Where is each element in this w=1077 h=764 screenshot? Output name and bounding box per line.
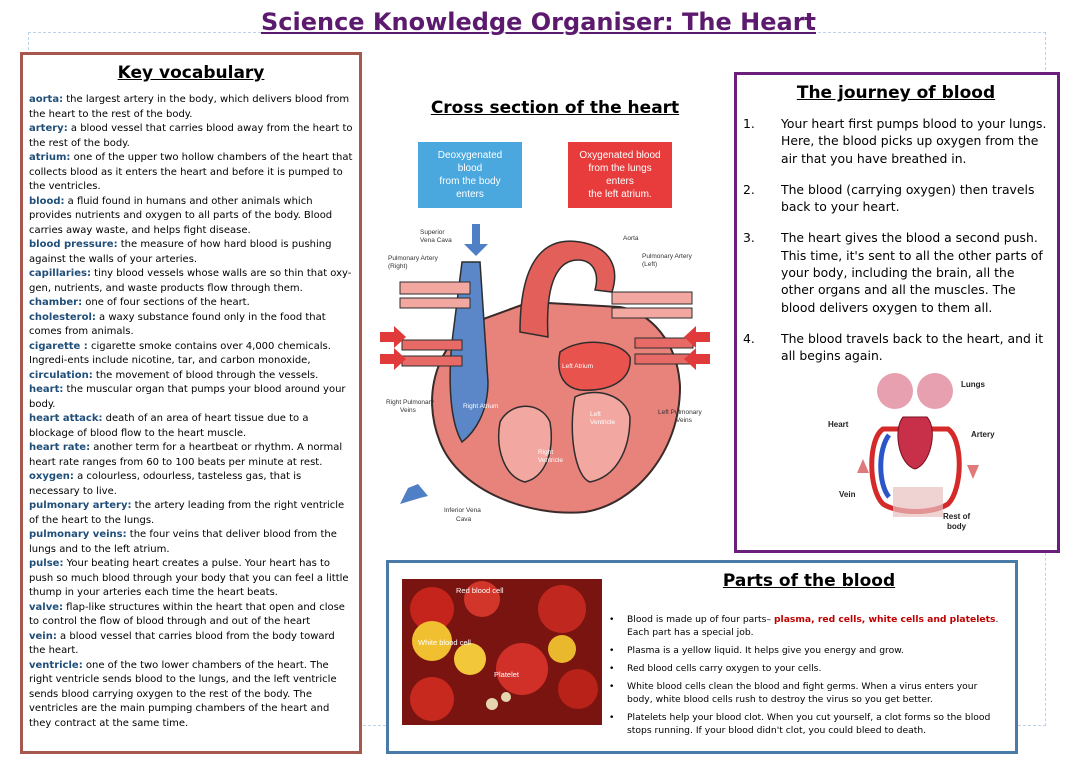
deoxygenated-label-4: enters <box>456 189 484 200</box>
vocab-term: ventricle: <box>29 659 83 671</box>
inflow-arrow-icon <box>464 224 488 256</box>
vocab-definition: another term for a heartbeat or rhythm. A normal heart rate ranges from 60 to 100 beats per minute at rest. <box>29 442 343 468</box>
page-title: Science Knowledge Organiser: The Heart <box>260 8 817 36</box>
journey-step <box>743 115 1049 167</box>
bullet-icon: • <box>609 712 615 723</box>
vocab-term: vein: <box>29 630 57 642</box>
step-text: Your heart first pumps blood to your lungs. Here, the blood picks up oxygen from the air that you have breathed in. <box>781 116 1047 166</box>
intro-text: Blood is made up of four parts– <box>627 614 774 625</box>
vocab-term: aorta: <box>29 94 64 105</box>
vocab-item <box>29 412 353 441</box>
vocab-item <box>29 267 353 296</box>
vocab-definition: a colourless, odourless, tasteless gas, that is necessary to live. <box>29 471 302 497</box>
vocab-definition: death of an area of heart tissue due to a blockage of blood flow to the heart muscle. <box>29 413 309 439</box>
vocab-definition: a blood vessel that carries blood from the body toward the heart. <box>29 630 335 656</box>
vocab-definition: a blood vessel that carries blood away from the heart to the rest of the body. <box>29 123 353 149</box>
list-item <box>605 680 1005 706</box>
left-atrium-label: Left Atrium <box>562 363 594 370</box>
ivc-label-1: Inferior Vena <box>444 507 481 514</box>
bullet-icon: • <box>609 645 615 656</box>
journey-step <box>743 181 1049 216</box>
vocab-item <box>29 151 353 195</box>
list-item <box>605 613 1005 639</box>
pulmonary-vein-right-1 <box>402 340 462 350</box>
oxygenated-label-3: enters <box>606 176 634 187</box>
vocab-definition: Your beating heart creates a pulse. Your heart has to push so much blood through your body that you can feel a little thump in your arteries each time the heart beats. <box>29 558 349 598</box>
vocab-term: cholesterol: <box>29 311 96 323</box>
bullet-icon: • <box>609 663 615 674</box>
rpv-label-1: Right Pulmonary <box>386 399 435 406</box>
rpv-label-2: Veins <box>400 407 416 414</box>
pa-left-label-1: Pulmonary Artery <box>642 253 692 260</box>
intro-highlight: plasma, red cells, white cells and platelets <box>773 614 996 625</box>
vocab-item <box>29 630 353 659</box>
pa-left-label-2: (Left) <box>642 261 658 268</box>
bullet-icon: • <box>609 614 615 625</box>
vocab-term: artery: <box>29 123 68 134</box>
vocab-item <box>29 470 353 499</box>
lung-right-shape <box>917 373 953 409</box>
svc-label-2: Vena Cava <box>420 237 452 244</box>
svc-label-1: Superior <box>420 229 445 236</box>
blood-point: White blood cells clean the blood and fight germs. When a virus enters your body, white blood cells rush to destroy the virus so you get better. <box>627 681 978 705</box>
vocab-item <box>29 296 353 311</box>
step-text: The blood (carrying oxygen) then travels back to your heart. <box>781 181 1035 215</box>
intro-end: . <box>995 614 999 625</box>
vocab-definition: one of the upper two hollow chambers of the heart that collects blood as it enters the heart and before it is pumped to the ventricles. <box>29 152 353 192</box>
aorta-label: Aorta <box>623 235 639 242</box>
key-vocabulary-panel <box>20 52 362 754</box>
vocab-term: pulmonary artery: <box>29 500 132 511</box>
step-number: 4. <box>743 330 755 346</box>
vocab-term: atrium: <box>29 152 71 163</box>
ivc-label-2: Cava <box>456 516 472 523</box>
vocab-item <box>29 441 353 470</box>
vocab-definition: cigarette smoke contains over 4,000 chemicals. Ingredi-ents include nicotine, tar, and carbon monoxide, <box>29 340 331 366</box>
step-text: The blood travels back to the heart, and it all begins again. <box>781 330 1044 364</box>
vocab-term: heart: <box>29 384 64 395</box>
step-number: 1. <box>743 116 755 131</box>
vocab-definition: the artery leading from the right ventricle of the heart to the lungs. <box>29 500 345 526</box>
step-number: 3. <box>743 230 755 246</box>
lpv-label-1: Left Pulmonary <box>658 409 702 416</box>
vocab-item <box>29 499 353 528</box>
vein-loop <box>881 435 889 497</box>
red-cell-shape <box>410 677 454 721</box>
blood-parts-list <box>605 613 1005 742</box>
platelet-shape <box>486 698 498 710</box>
list-item <box>605 711 1005 737</box>
vocab-term: heart rate: <box>29 442 91 453</box>
vocab-term: pulse: <box>29 558 64 569</box>
list-item <box>605 644 1005 657</box>
pa-right-label-2: (Right) <box>388 263 408 270</box>
vocab-item <box>29 311 353 340</box>
journey-steps <box>743 115 1049 365</box>
lpv-label-2: Veins <box>676 417 692 424</box>
left-ventricle-label-1: Left <box>590 411 601 418</box>
white-cell-shape <box>548 635 576 663</box>
parts-of-blood-panel <box>386 560 1018 754</box>
step-text: The heart gives the blood a second push. This time, it's sent to all the other parts of your body, including the brain, all the other organs and all the muscles. The blood delivers oxygen to them all. <box>781 230 1043 315</box>
vein-label: Vein <box>839 490 856 499</box>
white-blood-cell-label: White blood cell <box>418 638 471 647</box>
journey-of-blood-panel <box>734 72 1060 553</box>
red-cell-shape <box>538 585 586 633</box>
vocab-item <box>29 369 353 384</box>
heart-shape <box>898 417 932 469</box>
pulmonary-artery-left-lower <box>612 308 692 318</box>
circulation-diagram <box>823 369 1013 539</box>
vocab-item <box>29 528 353 557</box>
rest-of-body-label-1: Rest of <box>943 512 971 521</box>
vocab-item <box>29 195 353 239</box>
blood-point: Platelets help your blood clot. When you cut yourself, a clot forms so the blood stops running. If your blood didn't clot, you could bleed to death. <box>627 712 991 736</box>
vocab-definition: the four veins that deliver blood from the lungs and to the left atrium. <box>29 529 337 555</box>
vocab-term: cigarette : <box>29 340 88 352</box>
deoxygenated-label-2: blood <box>457 163 483 174</box>
vocab-definition: a fluid found in humans and other animals which provides nutrients and oxygen to all parts of the body. Blood carries away waste, and helps fight disease. <box>29 195 333 236</box>
vocab-term: pulmonary veins: <box>29 529 127 540</box>
blood-cells-image <box>402 579 602 725</box>
vocab-term: valve: <box>29 601 63 613</box>
red-cell-shape <box>496 643 548 695</box>
platelet-shape <box>501 692 511 702</box>
pulmonary-artery-right-lower <box>400 298 470 308</box>
vocab-term: chamber: <box>29 297 83 308</box>
journey-step <box>743 330 1049 365</box>
platelet-label: Platelet <box>494 670 520 679</box>
vocab-definition: one of the two lower chambers of the heart. The right ventricle sends blood to the lungs, and the left ventricle sends blood carrying oxygen to the rest of the body. The ventricles are the main pumping chambers of the heart and they contract at the same time. <box>29 659 337 729</box>
blood-point: Red blood cells carry oxygen to your cells. <box>627 663 822 674</box>
body-tissue-shape <box>893 487 943 517</box>
oxygenated-label-4: the left atrium. <box>588 189 652 200</box>
vocab-item <box>29 557 353 601</box>
journey-step <box>743 229 1049 315</box>
list-item <box>605 662 1005 675</box>
journey-heading: The journey of blood <box>796 83 996 103</box>
vocab-item <box>29 122 353 151</box>
vocab-item <box>29 340 353 369</box>
vocab-item <box>29 238 353 267</box>
pulmonary-artery-right <box>400 282 470 294</box>
vocab-term: blood pressure: <box>29 239 118 250</box>
oxygenated-label-1: Oxygenated blood <box>579 150 661 161</box>
rest-of-body-label-2: body <box>947 522 967 531</box>
vocab-term: heart attack: <box>29 413 103 424</box>
red-cell-shape <box>558 669 598 709</box>
vocab-item <box>29 659 353 732</box>
arrow-icon-right-veins-2 <box>380 348 406 370</box>
red-blood-cell-label: Red blood cell <box>456 586 504 595</box>
arrow-icon-left-veins-2 <box>684 348 710 370</box>
deoxygenated-label-1: Deoxygenated <box>437 150 503 161</box>
vocab-item <box>29 601 353 630</box>
vocab-definition: flap-like structures within the heart that open and close to control the flow of blood through and out of the heart <box>29 601 345 627</box>
bullet-icon: • <box>609 681 615 692</box>
pulmonary-artery-left <box>612 292 692 304</box>
right-ventricle-label-2: Ventricle <box>538 457 563 464</box>
parts-of-blood-heading: Parts of the blood <box>722 571 896 591</box>
vocab-definition: a waxy substance found only in the food that comes from animals. <box>29 311 326 337</box>
deoxygenated-label-3: from the body <box>439 176 501 187</box>
pa-right-label-1: Pulmonary Artery <box>388 255 438 262</box>
oxygenated-label-2: from the lungs <box>588 163 652 174</box>
flow-arrow-icon <box>857 459 869 473</box>
pulmonary-vein-right-2 <box>402 356 462 366</box>
vocab-term: circulation: <box>29 369 93 381</box>
vocab-definition: the muscular organ that pumps your blood around your body. <box>29 384 346 410</box>
vocab-definition: the movement of blood through the vessels. <box>92 369 319 381</box>
right-ventricle-label-1: Right <box>538 449 554 456</box>
heart-label: Heart <box>828 420 849 429</box>
vocab-definition: one of four sections of the heart. <box>82 297 250 308</box>
step-number: 2. <box>743 181 755 197</box>
inferior-arrow-icon <box>400 484 428 504</box>
vocab-item <box>29 383 353 412</box>
artery-label: Artery <box>971 430 995 439</box>
vocab-definition: tiny blood vessels whose walls are so thin that oxy-gen, nutrients, and waste products flow through them. <box>29 268 352 294</box>
lung-left-shape <box>877 373 913 409</box>
intro-line2: Each part has a special job. <box>627 627 754 638</box>
pulmonary-vein-left-1 <box>635 338 693 348</box>
right-atrium-label: Right Atrium <box>463 403 499 410</box>
vocab-definition: the measure of how hard blood is pushing against the walls of your arteries. <box>29 239 332 265</box>
vocab-item <box>29 93 353 122</box>
flow-arrow-icon <box>967 465 979 479</box>
white-cell-shape <box>454 643 486 675</box>
vocabulary-list <box>29 93 353 731</box>
lungs-label: Lungs <box>961 380 985 389</box>
vocab-definition: the largest artery in the body, which delivers blood from the heart to the rest of the body. <box>29 94 350 120</box>
cross-section-heading: Cross section of the heart <box>430 98 680 118</box>
vocab-term: blood: <box>29 195 65 207</box>
vocab-term: capillaries: <box>29 268 91 279</box>
vocab-term: oxygen: <box>29 471 74 482</box>
left-ventricle-label-2: Ventricle <box>590 419 615 426</box>
heart-cross-section-diagram <box>380 132 710 527</box>
blood-point: Plasma is a yellow liquid. It helps give you energy and grow. <box>627 645 904 656</box>
key-vocabulary-heading: Key vocabulary <box>117 63 265 83</box>
